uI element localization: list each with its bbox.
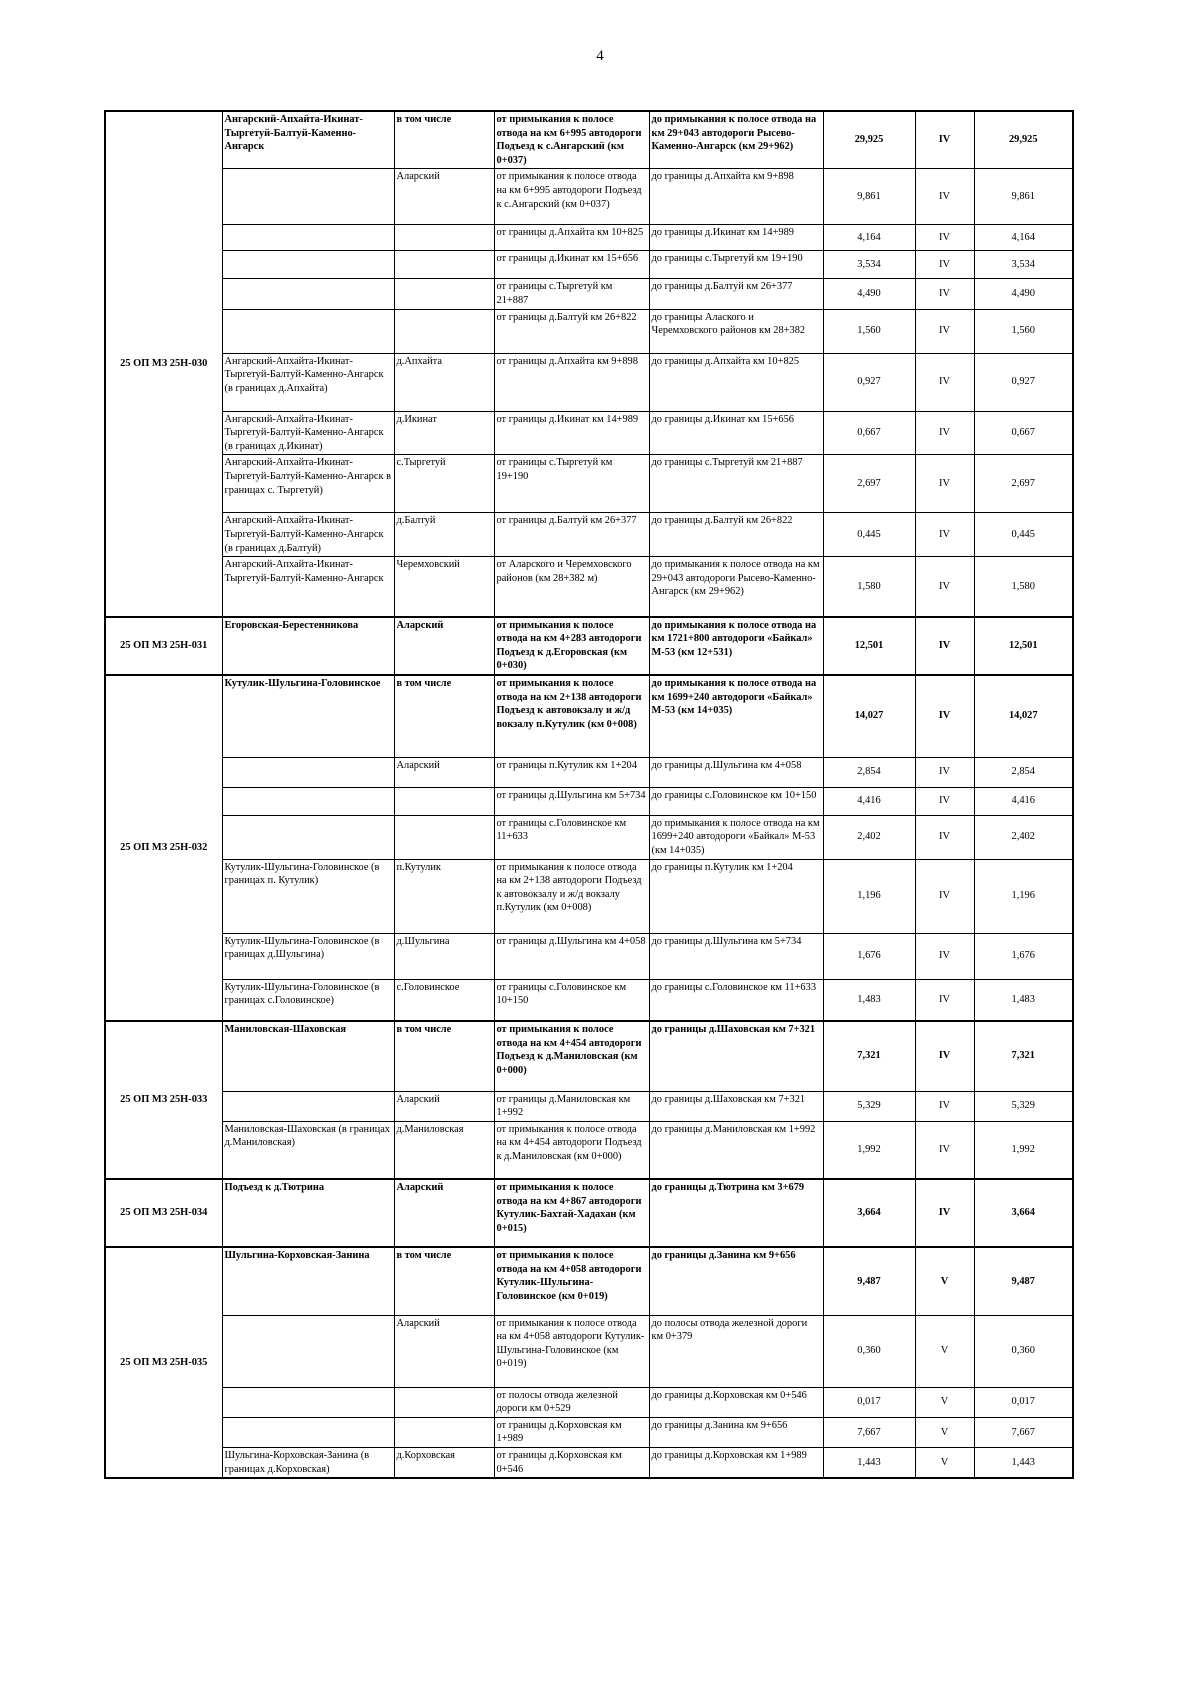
length-cell: 7,321 [823,1021,915,1091]
road-name-cell: Кутулик-Шульгина-Головинское (в границах п. Кутулик) [222,859,394,933]
table-row [105,1121,1073,1179]
length-cell: 1,483 [823,979,915,1021]
district-cell: с.Головинское [394,979,494,1021]
table-row [105,111,1073,169]
length-cell: 2,854 [823,757,915,787]
section-start-cell: от границы д.Балтуй км 26+822 [494,309,649,353]
category-cell: IV [915,353,974,411]
section-start-cell: от границы д.Икинат км 15+656 [494,251,649,279]
total-length-cell: 1,483 [974,979,1073,1021]
length-cell: 9,861 [823,169,915,225]
length-cell: 3,534 [823,251,915,279]
section-end-cell: до границы Алаского и Черемховского районов км 28+382 [649,309,823,353]
page-number: 4 [596,48,604,64]
table-row [105,1387,1073,1417]
district-cell: д.Корховская [394,1448,494,1479]
road-name-cell: Подъезд к д.Тютрина [222,1179,394,1247]
section-end-cell: до границы д.Шаховская км 7+321 [649,1021,823,1091]
table-row [105,411,1073,455]
total-length-cell: 9,487 [974,1247,1073,1315]
district-cell: д.Маниловская [394,1121,494,1179]
district-cell: Аларский [394,1179,494,1247]
length-cell: 5,329 [823,1091,915,1121]
road-name-cell: Маниловская-Шаховская [222,1021,394,1091]
table-row [105,1247,1073,1315]
road-name-cell [222,787,394,815]
length-cell: 2,402 [823,815,915,859]
table-row [105,1417,1073,1447]
section-start-cell: от примыкания к полосе отвода на км 4+283 автодороги Подъезд к д.Егоровская (км 0+030) [494,617,649,675]
road-name-cell: Ангарский-Апхайта-Икинат-Тыргетуй-Балтуй-Каменно-Ангарск (в границах д.Апхайта) [222,353,394,411]
table-row [105,933,1073,979]
category-cell: IV [915,787,974,815]
section-end-cell: до границы д.Икинат км 15+656 [649,411,823,455]
section-end-cell: до примыкания к полосе отвода на км 29+043 автодороги Рысево-Каменно-Ангарск (км 29+962) [649,557,823,617]
total-length-cell: 4,490 [974,279,1073,309]
length-cell: 7,667 [823,1417,915,1447]
table-row [105,979,1073,1021]
table-row [105,675,1073,757]
section-end-cell: до границы д.Апхайта км 9+898 [649,169,823,225]
total-length-cell: 2,697 [974,455,1073,513]
road-name-cell: Ангарский-Апхайта-Икинат-Тыргетуй-Балтуй-Каменно-Ангарск (в границах д.Балтуй) [222,513,394,557]
category-cell: IV [915,617,974,675]
category-cell: V [915,1448,974,1479]
district-cell [394,815,494,859]
road-name-cell [222,1091,394,1121]
section-end-cell: до границы д.Апхайта км 10+825 [649,353,823,411]
total-length-cell: 1,560 [974,309,1073,353]
section-end-cell: до границы д.Тютрина км 3+679 [649,1179,823,1247]
category-cell: IV [915,455,974,513]
category-cell: V [915,1417,974,1447]
length-cell: 9,487 [823,1247,915,1315]
table-row [105,309,1073,353]
total-length-cell: 7,321 [974,1021,1073,1091]
section-end-cell: до границы д.Балтуй км 26+822 [649,513,823,557]
length-cell: 1,992 [823,1121,915,1179]
category-cell: IV [915,513,974,557]
road-name-cell [222,1315,394,1387]
road-name-cell [222,169,394,225]
section-end-cell: до примыкания к полосе отвода на км 29+043 автодороги Рысево-Каменно-Ангарск (км 29+962) [649,111,823,169]
section-start-cell: от границы с.Тыргетуй км 21+887 [494,279,649,309]
total-length-cell: 1,676 [974,933,1073,979]
category-cell: IV [915,757,974,787]
road-name-cell [222,815,394,859]
section-end-cell: до примыкания к полосе отвода на км 1699+240 автодороги «Байкал» М-53 (км 14+035) [649,675,823,757]
section-start-cell: от границы д.Икинат км 14+989 [494,411,649,455]
length-cell: 0,445 [823,513,915,557]
length-cell: 1,196 [823,859,915,933]
section-end-cell: до полосы отвода железной дороги км 0+379 [649,1315,823,1387]
section-start-cell: от границы д.Корховская км 0+546 [494,1448,649,1479]
section-start-cell: от границы д.Маниловская км 1+992 [494,1091,649,1121]
road-name-cell: Шульгина-Корховская-Занина [222,1247,394,1315]
category-cell: IV [915,979,974,1021]
category-cell: IV [915,815,974,859]
table-row [105,1315,1073,1387]
category-cell: IV [915,859,974,933]
total-length-cell: 0,927 [974,353,1073,411]
section-end-cell: до границы д.Балтуй км 26+377 [649,279,823,309]
total-length-cell: 3,534 [974,251,1073,279]
length-cell: 1,560 [823,309,915,353]
road-code-cell: 25 ОП МЗ 25Н-035 [105,1247,222,1478]
section-start-cell: от примыкания к полосе отвода на км 2+138 автодороги Подъезд к автовокзалу и ж/д вокзалу п.Кутулик (км 0+008) [494,859,649,933]
road-name-cell: Шульгина-Корховская-Занина (в границах д.Корховская) [222,1448,394,1479]
table-row [105,1448,1073,1479]
roads-table-body [105,111,1073,1478]
table-row [105,225,1073,251]
section-start-cell: от границы д.Апхайта км 9+898 [494,353,649,411]
table-row [105,859,1073,933]
category-cell: IV [915,169,974,225]
road-name-cell [222,251,394,279]
total-length-cell: 1,992 [974,1121,1073,1179]
length-cell: 4,416 [823,787,915,815]
district-cell: Черемховский [394,557,494,617]
road-name-cell [222,1417,394,1447]
road-name-cell [222,757,394,787]
district-cell: в том числе [394,111,494,169]
total-length-cell: 3,664 [974,1179,1073,1247]
district-cell: в том числе [394,1247,494,1315]
road-name-cell: Егоровская-Берестенникова [222,617,394,675]
section-end-cell: до границы с.Головинское км 11+633 [649,979,823,1021]
district-cell [394,1417,494,1447]
category-cell: IV [915,933,974,979]
length-cell: 0,927 [823,353,915,411]
district-cell: д.Икинат [394,411,494,455]
section-start-cell: от примыкания к полосе отвода на км 4+058 автодороги Кутулик-Шульгина-Головинское (км 0+019) [494,1247,649,1315]
section-end-cell: до границы д.Занина км 9+656 [649,1247,823,1315]
section-end-cell: до границы д.Занина км 9+656 [649,1417,823,1447]
section-end-cell: до границы п.Кутулик км 1+204 [649,859,823,933]
section-end-cell: до границы д.Икинат км 14+989 [649,225,823,251]
section-start-cell: от примыкания к полосе отвода на км 6+995 автодороги Подъезд к с.Ангарский (км 0+037) [494,169,649,225]
road-name-cell [222,309,394,353]
district-cell: Аларский [394,757,494,787]
district-cell: д.Шульгина [394,933,494,979]
table-row [105,513,1073,557]
section-end-cell: до границы д.Корховская км 0+546 [649,1387,823,1417]
category-cell: IV [915,1179,974,1247]
road-name-cell: Ангарский-Апхайта-Икинат-Тыргетуй-Балтуй-Каменно-Ангарск [222,557,394,617]
district-cell: с.Тыргетуй [394,455,494,513]
length-cell: 0,017 [823,1387,915,1417]
road-name-cell: Ангарский-Апхайта-Икинат-Тыргетуй-Балтуй-Каменно-Ангарск в границах с. Тыргетуй) [222,455,394,513]
section-end-cell: до примыкания к полосе отвода на км 1721+800 автодороги «Байкал» М-53 (км 12+531) [649,617,823,675]
section-start-cell: от примыкания к полосе отвода на км 4+454 автодороги Подъезд к д.Маниловская (км 0+000) [494,1121,649,1179]
total-length-cell: 4,416 [974,787,1073,815]
table-row [105,1179,1073,1247]
section-start-cell: от примыкания к полосе отвода на км 6+995 автодороги Подъезд к с.Ангарский (км 0+037) [494,111,649,169]
total-length-cell: 0,360 [974,1315,1073,1387]
total-length-cell: 1,443 [974,1448,1073,1479]
table-row [105,617,1073,675]
road-code-cell: 25 ОП МЗ 25Н-030 [105,111,222,617]
district-cell: в том числе [394,675,494,757]
section-end-cell: до границы д.Шаховская км 7+321 [649,1091,823,1121]
category-cell: IV [915,411,974,455]
category-cell: IV [915,251,974,279]
section-start-cell: от границы д.Балтуй км 26+377 [494,513,649,557]
table-row [105,1091,1073,1121]
section-start-cell: от границы с.Тыргетуй км 19+190 [494,455,649,513]
table-row [105,815,1073,859]
section-start-cell: от границы д.Шульгина км 5+734 [494,787,649,815]
length-cell: 4,490 [823,279,915,309]
length-cell: 1,580 [823,557,915,617]
section-end-cell: до границы д.Маниловская км 1+992 [649,1121,823,1179]
road-name-cell: Ангарский-Апхайта-Икинат-Тыргетуй-Балтуй-Каменно-Ангарск (в границах д.Икинат) [222,411,394,455]
category-cell: IV [915,675,974,757]
district-cell: Аларский [394,1091,494,1121]
section-end-cell: до границы с.Тыргетуй км 19+190 [649,251,823,279]
section-end-cell: до границы с.Тыргетуй км 21+887 [649,455,823,513]
total-length-cell: 9,861 [974,169,1073,225]
table-row [105,787,1073,815]
district-cell: Аларский [394,169,494,225]
section-start-cell: от примыкания к полосе отвода на км 2+138 автодороги Подъезд к автовокзалу и ж/д вокзалу п.Кутулик (км 0+008) [494,675,649,757]
section-start-cell: от полосы отвода железной дороги км 0+529 [494,1387,649,1417]
district-cell: в том числе [394,1021,494,1091]
category-cell: IV [915,1021,974,1091]
section-start-cell: от границы с.Головинское км 11+633 [494,815,649,859]
section-end-cell: до границы с.Головинское км 10+150 [649,787,823,815]
district-cell: д.Балтуй [394,513,494,557]
road-name-cell: Кутулик-Шульгина-Головинское (в границах с.Головинское) [222,979,394,1021]
length-cell: 1,676 [823,933,915,979]
table-row [105,557,1073,617]
road-name-cell [222,1387,394,1417]
district-cell: Аларский [394,617,494,675]
section-start-cell: от примыкания к полосе отвода на км 4+454 автодороги Подъезд к д.Маниловская (км 0+000) [494,1021,649,1091]
section-start-cell: от границы д.Корховская км 1+989 [494,1417,649,1447]
section-end-cell: до границы д.Шульгина км 5+734 [649,933,823,979]
total-length-cell: 2,402 [974,815,1073,859]
length-cell: 0,360 [823,1315,915,1387]
section-start-cell: от Аларского и Черемховского районов (км 28+382 м) [494,557,649,617]
district-cell [394,1387,494,1417]
table-row [105,455,1073,513]
length-cell: 29,925 [823,111,915,169]
length-cell: 12,501 [823,617,915,675]
total-length-cell: 1,580 [974,557,1073,617]
district-cell: Аларский [394,1315,494,1387]
district-cell: п.Кутулик [394,859,494,933]
section-end-cell: до границы д.Корховская км 1+989 [649,1448,823,1479]
total-length-cell: 0,445 [974,513,1073,557]
district-cell [394,279,494,309]
category-cell: IV [915,279,974,309]
table-row [105,251,1073,279]
total-length-cell: 0,667 [974,411,1073,455]
total-length-cell: 2,854 [974,757,1073,787]
section-start-cell: от границы д.Шульгина км 4+058 [494,933,649,979]
table-row [105,169,1073,225]
district-cell [394,225,494,251]
district-cell: д.Апхайта [394,353,494,411]
total-length-cell: 14,027 [974,675,1073,757]
road-name-cell: Маниловская-Шаховская (в границах д.Маниловская) [222,1121,394,1179]
table-row [105,757,1073,787]
road-name-cell: Кутулик-Шульгина-Головинское [222,675,394,757]
table-row [105,1021,1073,1091]
category-cell: IV [915,225,974,251]
category-cell: IV [915,309,974,353]
road-name-cell: Ангарский-Апхайта-Икинат-Тыргетуй-Балтуй-Каменно-Ангарск [222,111,394,169]
category-cell: IV [915,557,974,617]
category-cell: IV [915,1091,974,1121]
length-cell: 2,697 [823,455,915,513]
section-start-cell: от границы д.Апхайта км 10+825 [494,225,649,251]
category-cell: IV [915,111,974,169]
section-start-cell: от примыкания к полосе отвода на км 4+058 автодороги Кутулик-Шульгина-Головинское (км 0+019) [494,1315,649,1387]
length-cell: 4,164 [823,225,915,251]
table-row [105,353,1073,411]
road-code-cell: 25 ОП МЗ 25Н-034 [105,1179,222,1247]
district-cell [394,309,494,353]
length-cell: 14,027 [823,675,915,757]
section-start-cell: от границы с.Головинское км 10+150 [494,979,649,1021]
total-length-cell: 0,017 [974,1387,1073,1417]
category-cell: V [915,1387,974,1417]
section-end-cell: до примыкания к полосе отвода на км 1699+240 автодороги «Байкал» М-53 (км 14+035) [649,815,823,859]
road-name-cell [222,279,394,309]
table-row [105,279,1073,309]
category-cell: V [915,1247,974,1315]
section-start-cell: от границы п.Кутулик км 1+204 [494,757,649,787]
section-end-cell: до границы д.Шульгина км 4+058 [649,757,823,787]
road-code-cell: 25 ОП МЗ 25Н-032 [105,675,222,1021]
total-length-cell: 1,196 [974,859,1073,933]
roads-table [104,110,1074,1479]
category-cell: V [915,1315,974,1387]
road-name-cell: Кутулик-Шульгина-Головинское (в границах д.Шульгина) [222,933,394,979]
road-code-cell: 25 ОП МЗ 25Н-031 [105,617,222,675]
length-cell: 1,443 [823,1448,915,1479]
length-cell: 3,664 [823,1179,915,1247]
length-cell: 0,667 [823,411,915,455]
district-cell [394,787,494,815]
total-length-cell: 7,667 [974,1417,1073,1447]
total-length-cell: 12,501 [974,617,1073,675]
category-cell: IV [915,1121,974,1179]
road-name-cell [222,225,394,251]
section-start-cell: от примыкания к полосе отвода на км 4+867 автодороги Кутулик-Бахтай-Хадахан (км 0+015) [494,1179,649,1247]
total-length-cell: 4,164 [974,225,1073,251]
total-length-cell: 29,925 [974,111,1073,169]
road-code-cell: 25 ОП МЗ 25Н-033 [105,1021,222,1179]
total-length-cell: 5,329 [974,1091,1073,1121]
district-cell [394,251,494,279]
